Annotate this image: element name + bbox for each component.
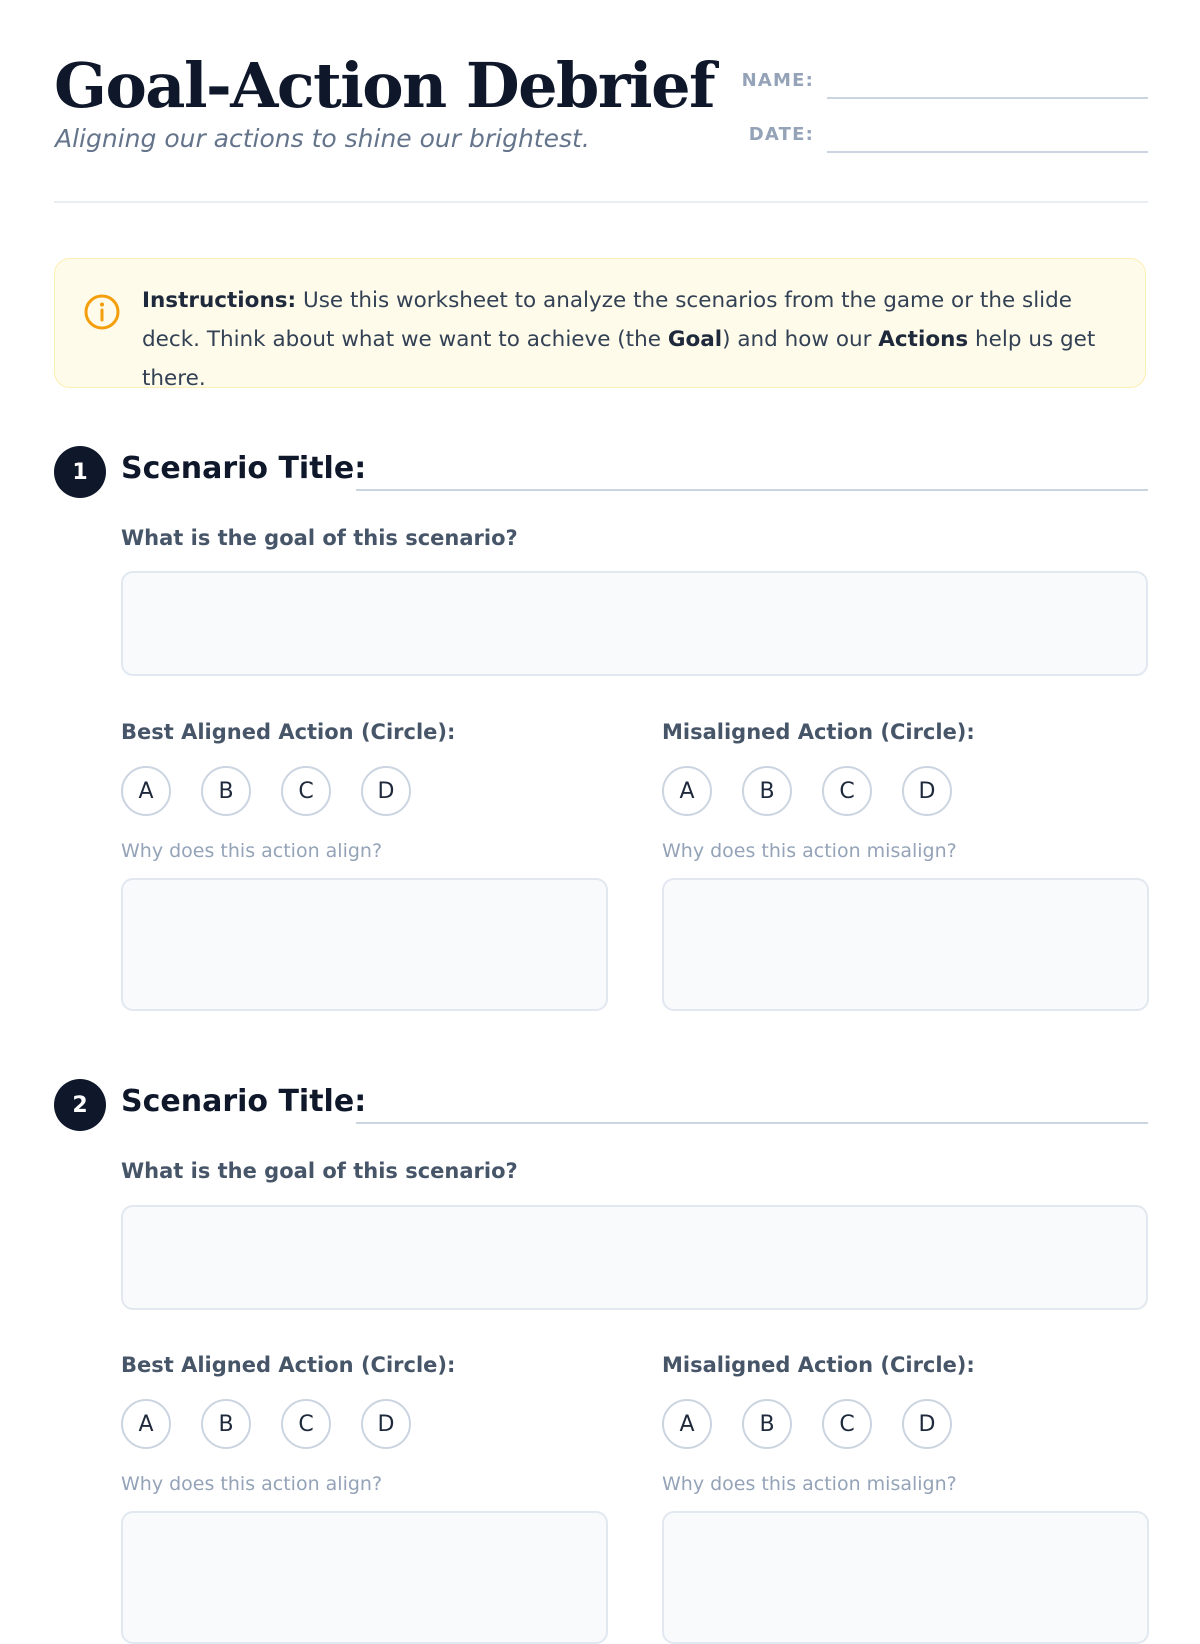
misaligned-why-box[interactable] xyxy=(662,1511,1149,1644)
scenario-number-badge: 1 xyxy=(54,446,106,498)
instructions-body-3: help us get there. xyxy=(142,327,1096,391)
misaligned-option-d[interactable]: D xyxy=(902,766,952,816)
misaligned-option-b[interactable]: B xyxy=(742,1399,792,1449)
misaligned-option-a[interactable]: A xyxy=(662,1399,712,1449)
page-subtitle: Aligning our actions to shine our brightest. xyxy=(55,124,590,153)
aligned-option-a[interactable]: A xyxy=(121,766,171,816)
instructions-actions-word: Actions xyxy=(878,327,969,352)
aligned-option-d[interactable]: D xyxy=(361,1399,411,1449)
date-field[interactable] xyxy=(827,151,1148,153)
misaligned-action-label: Misaligned Action (Circle): xyxy=(662,1353,975,1377)
scenario-number-badge: 2 xyxy=(54,1079,106,1131)
name-field[interactable] xyxy=(827,97,1148,99)
aligned-action-label: Best Aligned Action (Circle): xyxy=(121,1353,456,1377)
aligned-why-box[interactable] xyxy=(121,1511,608,1644)
page-title: Goal-Action Debrief xyxy=(54,49,715,122)
scenario-title-field[interactable] xyxy=(356,489,1148,491)
misaligned-option-c[interactable]: C xyxy=(822,766,872,816)
goal-question: What is the goal of this scenario? xyxy=(121,1159,518,1183)
misaligned-why-box[interactable] xyxy=(662,878,1149,1011)
aligned-hint: Why does this action align? xyxy=(121,1473,383,1495)
instructions-lead: Instructions: xyxy=(142,288,297,313)
header-divider xyxy=(54,201,1148,203)
misaligned-option-c[interactable]: C xyxy=(822,1399,872,1449)
instructions-body-1: Use this worksheet to analyze the scenarios from the game or the slide deck. Think about what we want to achieve (the xyxy=(142,288,1073,352)
aligned-hint: Why does this action align? xyxy=(121,840,383,862)
aligned-option-d[interactable]: D xyxy=(361,766,411,816)
instructions-text xyxy=(142,281,1132,398)
misaligned-option-b[interactable]: B xyxy=(742,766,792,816)
aligned-option-b[interactable]: B xyxy=(201,1399,251,1449)
goal-answer-box[interactable] xyxy=(121,571,1148,676)
misaligned-option-d[interactable]: D xyxy=(902,1399,952,1449)
aligned-option-c[interactable]: C xyxy=(281,1399,331,1449)
scenario-title-field[interactable] xyxy=(356,1122,1148,1124)
aligned-option-c[interactable]: C xyxy=(281,766,331,816)
scenario-title-label: Scenario Title: xyxy=(121,451,367,486)
info-icon xyxy=(83,293,121,331)
aligned-option-b[interactable]: B xyxy=(201,766,251,816)
instructions-goal-word: Goal xyxy=(667,327,723,352)
instructions-callout xyxy=(54,258,1146,391)
date-label: DATE: xyxy=(748,124,814,145)
misaligned-hint: Why does this action misalign? xyxy=(662,840,957,862)
misaligned-action-label: Misaligned Action (Circle): xyxy=(662,720,975,744)
instructions-body-2: ) and how our xyxy=(722,327,879,352)
misaligned-hint: Why does this action misalign? xyxy=(662,1473,957,1495)
aligned-action-label: Best Aligned Action (Circle): xyxy=(121,720,456,744)
name-label: NAME: xyxy=(741,70,814,91)
aligned-why-box[interactable] xyxy=(121,878,608,1011)
aligned-option-a[interactable]: A xyxy=(121,1399,171,1449)
misaligned-option-a[interactable]: A xyxy=(662,766,712,816)
goal-question: What is the goal of this scenario? xyxy=(121,526,518,550)
goal-answer-box[interactable] xyxy=(121,1205,1148,1310)
scenario-title-label: Scenario Title: xyxy=(121,1084,367,1119)
